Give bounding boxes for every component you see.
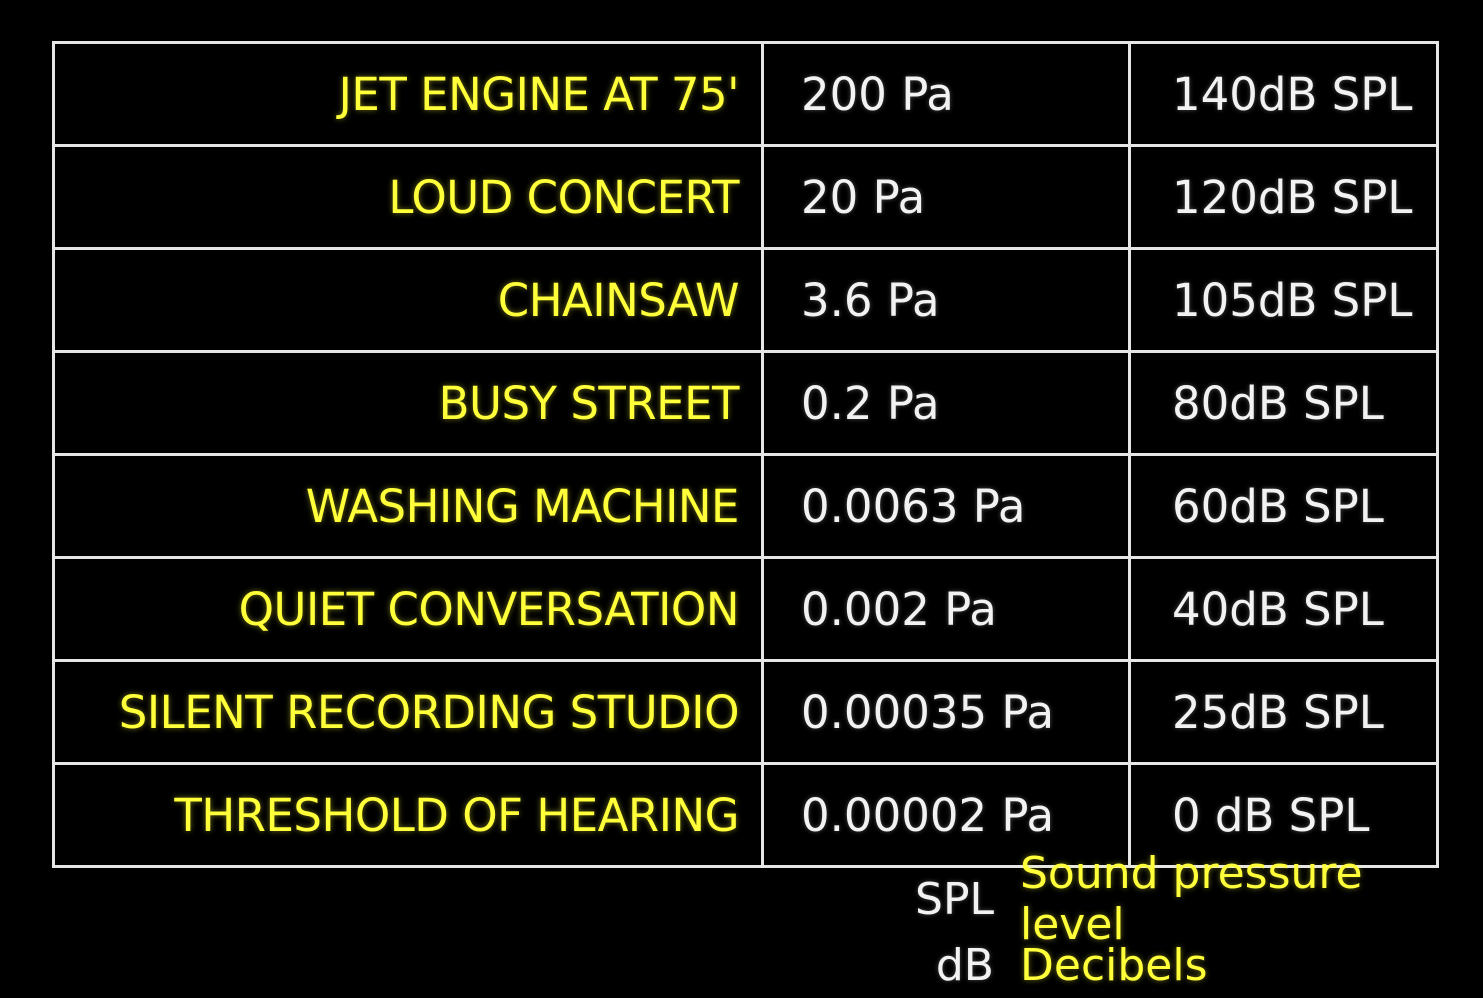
table-row	[54, 661, 1438, 764]
table-row	[54, 43, 1438, 146]
spl-cell: 0 dB SPL	[1130, 764, 1438, 867]
sound-levels-table	[52, 41, 1439, 868]
pressure-cell: 0.00035 Pa	[763, 661, 1130, 764]
legend-abbreviation: dB	[935, 939, 994, 991]
sound-source-cell: JET ENGINE AT 75'	[54, 43, 763, 146]
spl-cell: 40dB SPL	[1130, 558, 1438, 661]
spl-cell: 25dB SPL	[1130, 661, 1438, 764]
sound-source-cell: LOUD CONCERT	[54, 146, 763, 249]
sound-source-cell: THRESHOLD OF HEARING	[54, 764, 763, 867]
pressure-cell: 20 Pa	[763, 146, 1130, 249]
sound-source-cell: SILENT RECORDING STUDIO	[54, 661, 763, 764]
legend-meaning: Decibels	[1020, 939, 1208, 991]
spl-cell: 105dB SPL	[1130, 249, 1438, 352]
table-row	[54, 249, 1438, 352]
sound-source-cell: BUSY STREET	[54, 352, 763, 455]
abbreviation-legend	[904, 848, 1435, 998]
pressure-cell: 0.002 Pa	[763, 558, 1130, 661]
table-row	[54, 146, 1438, 249]
legend-abbreviation: SPL	[915, 873, 994, 925]
spl-cell: 140dB SPL	[1130, 43, 1438, 146]
legend-meaning: Sound pressure level	[1020, 848, 1363, 950]
sound-source-cell: CHAINSAW	[54, 249, 763, 352]
pressure-cell: 0.2 Pa	[763, 352, 1130, 455]
spl-cell: 120dB SPL	[1130, 146, 1438, 249]
sound-source-cell: QUIET CONVERSATION	[54, 558, 763, 661]
table-row	[54, 352, 1438, 455]
spl-cell: 60dB SPL	[1130, 455, 1438, 558]
pressure-cell: 0.0063 Pa	[763, 455, 1130, 558]
sound-source-cell: WASHING MACHINE	[54, 455, 763, 558]
legend-row-spl	[904, 848, 1435, 950]
spl-cell: 80dB SPL	[1130, 352, 1438, 455]
table-row	[54, 455, 1438, 558]
pressure-cell: 200 Pa	[763, 43, 1130, 146]
table-row	[54, 558, 1438, 661]
pressure-cell: 0.00002 Pa	[763, 764, 1130, 867]
legend-row-db	[904, 932, 1435, 998]
pressure-cell: 3.6 Pa	[763, 249, 1130, 352]
